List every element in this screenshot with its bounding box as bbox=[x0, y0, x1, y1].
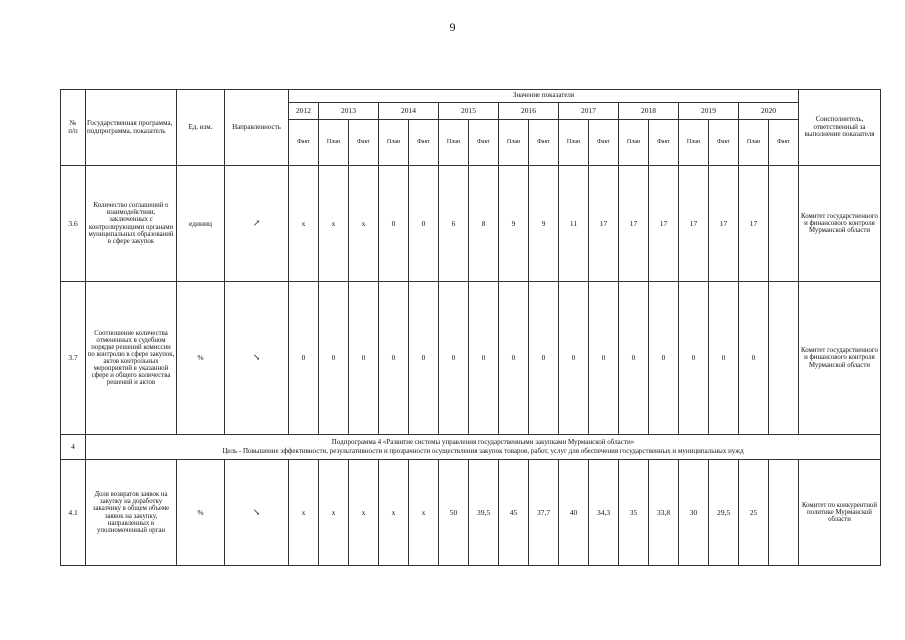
value-cell: 0 bbox=[559, 282, 589, 435]
sub-header: План bbox=[439, 120, 469, 166]
executor-cell: Комитет по конкурентной политике Мурманской области bbox=[799, 460, 881, 566]
value-cell: x bbox=[319, 166, 349, 282]
value-cell: 0 bbox=[409, 166, 439, 282]
value-cell: 11 bbox=[559, 166, 589, 282]
value-cell bbox=[769, 460, 799, 566]
value-cell: 50 bbox=[439, 460, 469, 566]
value-cell: 0 bbox=[379, 166, 409, 282]
header-executor: Соисполнитель, ответственный за выполнение показателя bbox=[799, 90, 881, 166]
sub-header: Факт bbox=[769, 120, 799, 166]
sub-header: План bbox=[739, 120, 769, 166]
sub-header: План bbox=[379, 120, 409, 166]
value-cell: 9 bbox=[529, 166, 559, 282]
value-cell: 17 bbox=[589, 166, 619, 282]
indicator-name: Количество соглашений о взаимодействии, заключенных с контролирующими органами муниципальных образований в сфере закупок bbox=[86, 166, 177, 282]
indicators-table bbox=[60, 89, 881, 566]
value-cell bbox=[769, 282, 799, 435]
value-cell: 33,8 bbox=[649, 460, 679, 566]
value-cell: 0 bbox=[679, 282, 709, 435]
value-cell: 0 bbox=[289, 282, 319, 435]
sub-header: Факт bbox=[709, 120, 739, 166]
value-cell: 40 bbox=[559, 460, 589, 566]
value-cell: 0 bbox=[349, 282, 379, 435]
value-cell: 0 bbox=[739, 282, 769, 435]
value-cell: 17 bbox=[619, 166, 649, 282]
table-row bbox=[61, 166, 881, 282]
value-cell: x bbox=[289, 460, 319, 566]
value-cell: x bbox=[319, 460, 349, 566]
row-num: 3.6 bbox=[61, 166, 86, 282]
header-direction: Направленность bbox=[225, 90, 289, 166]
year-2020: 2020 bbox=[739, 103, 799, 120]
sub-header: Факт bbox=[529, 120, 559, 166]
value-cell: 17 bbox=[739, 166, 769, 282]
value-cell: 0 bbox=[529, 282, 559, 435]
direction-down-arrow-icon: ↘ bbox=[225, 460, 289, 566]
sub-header: План bbox=[559, 120, 589, 166]
subprogram-title: Подпрограмма 4 «Развитие системы управления государственными закупками Мурманской области» bbox=[331, 437, 635, 446]
value-cell: 0 bbox=[499, 282, 529, 435]
value-cell: 35 bbox=[619, 460, 649, 566]
value-cell: x bbox=[349, 460, 379, 566]
value-cell: x bbox=[409, 460, 439, 566]
direction-down-arrow-icon: ↘ bbox=[225, 282, 289, 435]
year-2017: 2017 bbox=[559, 103, 619, 120]
value-cell: 25 bbox=[739, 460, 769, 566]
sub-header: План bbox=[499, 120, 529, 166]
row-num: 4.1 bbox=[61, 460, 86, 566]
value-cell: 0 bbox=[649, 282, 679, 435]
subprogram-cell bbox=[86, 435, 881, 460]
value-cell: x bbox=[349, 166, 379, 282]
sub-header: Факт bbox=[649, 120, 679, 166]
value-cell: 17 bbox=[709, 166, 739, 282]
row-num: 4 bbox=[61, 435, 86, 460]
value-cell: 0 bbox=[709, 282, 739, 435]
value-cell: 17 bbox=[679, 166, 709, 282]
subprogram-goal: Цель - Повышение эффективности, результативности и прозрачности осуществления закупок товаров, работ, услуг для обеспечения государственных и муниципальных нужд bbox=[222, 447, 744, 455]
year-2014: 2014 bbox=[379, 103, 439, 120]
header-unit: Ед. изм. bbox=[177, 90, 225, 166]
sub-header: План bbox=[619, 120, 649, 166]
page-number: 9 bbox=[449, 20, 456, 34]
executor-cell: Комитет государственного и финансового контроля Мурманской области bbox=[799, 166, 881, 282]
value-cell: 45 bbox=[499, 460, 529, 566]
value-cell: x bbox=[379, 460, 409, 566]
unit-cell: % bbox=[177, 460, 225, 566]
indicator-name: Соотношение количества отмененных в судебном порядке решений комиссии по контролю в сфере закупок, актов контрольных мероприятий в указанной сфере и общего количества решений и актов bbox=[86, 282, 177, 435]
value-cell: 0 bbox=[469, 282, 499, 435]
value-cell bbox=[769, 166, 799, 282]
value-cell: 29,5 bbox=[709, 460, 739, 566]
year-2019: 2019 bbox=[679, 103, 739, 120]
year-2016: 2016 bbox=[499, 103, 559, 120]
value-cell: 9 bbox=[499, 166, 529, 282]
header-values-title: Значение показателя bbox=[289, 90, 799, 103]
executor-cell: Комитет государственного и финансового контроля Мурманской области bbox=[799, 282, 881, 435]
sub-header: Факт bbox=[409, 120, 439, 166]
table-row bbox=[61, 282, 881, 435]
value-cell: x bbox=[289, 166, 319, 282]
value-cell: 17 bbox=[649, 166, 679, 282]
value-cell: 0 bbox=[379, 282, 409, 435]
value-cell: 0 bbox=[589, 282, 619, 435]
value-cell: 0 bbox=[409, 282, 439, 435]
sub-header: План bbox=[319, 120, 349, 166]
header-num: № п/п bbox=[61, 90, 86, 166]
subprogram-row bbox=[61, 435, 881, 460]
value-cell: 37,7 bbox=[529, 460, 559, 566]
direction-up-arrow-icon: ↗ bbox=[225, 166, 289, 282]
unit-cell: % bbox=[177, 282, 225, 435]
sub-header: Факт bbox=[289, 120, 319, 166]
unit-cell: единиц bbox=[177, 166, 225, 282]
row-num: 3.7 bbox=[61, 282, 86, 435]
indicator-name: Доля возвратов заявок на закупку на доработку заказчику в общем объеме заявок на закупку, направленных в уполномоченный орган bbox=[86, 460, 177, 566]
year-2018: 2018 bbox=[619, 103, 679, 120]
value-cell: 0 bbox=[319, 282, 349, 435]
sub-header: Факт bbox=[469, 120, 499, 166]
value-cell: 8 bbox=[469, 166, 499, 282]
year-2013: 2013 bbox=[319, 103, 379, 120]
value-cell: 0 bbox=[439, 282, 469, 435]
sub-header: Факт bbox=[349, 120, 379, 166]
value-cell: 39,5 bbox=[469, 460, 499, 566]
value-cell: 34,3 bbox=[589, 460, 619, 566]
value-cell: 6 bbox=[439, 166, 469, 282]
year-2015: 2015 bbox=[439, 103, 499, 120]
table-row bbox=[61, 460, 881, 566]
sub-header: План bbox=[679, 120, 709, 166]
sub-header: Факт bbox=[589, 120, 619, 166]
header-name: Государственная программа, подпрограмма, показатель bbox=[86, 90, 177, 166]
value-cell: 30 bbox=[679, 460, 709, 566]
year-2012: 2012 bbox=[289, 103, 319, 120]
value-cell: 0 bbox=[619, 282, 649, 435]
